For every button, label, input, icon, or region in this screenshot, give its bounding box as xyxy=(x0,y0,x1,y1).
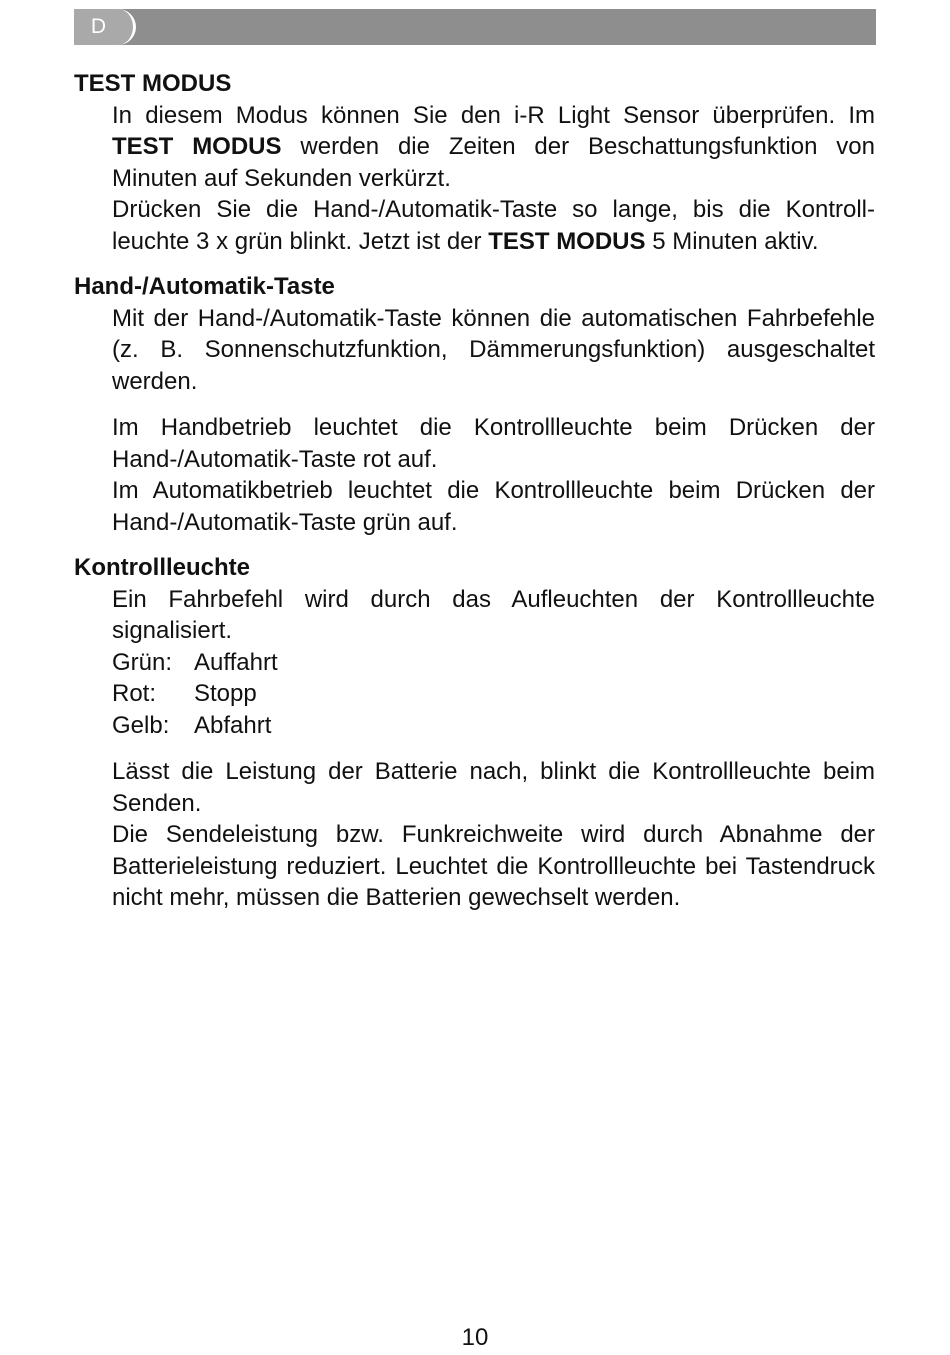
page-number: 10 xyxy=(461,1324,489,1351)
color-meaning: Auffahrt xyxy=(194,648,278,676)
header-bar xyxy=(74,9,876,45)
paragraph: Mit der Hand-/Automatik-Taste können die automatischen Fahrbefehle (z. B. Sonnenschutzfunktion, Dämmerungsfunktion) ausgeschaltet werden. xyxy=(112,304,875,395)
paragraph-text: 5 Minuten aktiv. xyxy=(645,227,819,255)
paragraph: Im Handbetrieb leuchtet die Kontrollleuchte beim Drücken der Hand-/Automatik-Taste rot auf. xyxy=(112,414,875,473)
bold-term: TEST MODUS xyxy=(112,133,282,160)
list-item xyxy=(112,647,875,679)
language-tab: D xyxy=(74,9,136,45)
section-hand-automatik-taste xyxy=(74,271,875,538)
section-title: Hand-/Automatik-Taste xyxy=(74,273,335,300)
section-title: Kontrollleuchte xyxy=(74,554,251,581)
paragraph-text: Drücken Sie die Hand-/Automatik-Taste so lange, bis die Kontroll-leuchte 3 x grün blinkt. Jetzt ist der xyxy=(112,196,875,255)
paragraph: Die Sendeleistung bzw. Funkreichweite wird durch Abnahme der Batterieleistung reduziert. Leuchtet die Kontrollleuchte bei Tastendruck nicht mehr, müssen die Batterien gewechselt werden. xyxy=(112,821,875,911)
bold-term: TEST MODUS xyxy=(488,227,646,255)
paragraph: Lässt die Leistung der Batterie nach, blinkt die Kontrollleuchte beim Senden. xyxy=(112,758,875,817)
paragraph: Ein Fahrbefehl wird durch das Aufleuchten der Kontrollleuchte signalisiert. xyxy=(112,585,875,644)
paragraph xyxy=(112,100,875,195)
color-key: Grün: xyxy=(112,648,173,676)
paragraph-text: In diesem Modus können Sie den i-R Light Sensor überprüfen. Im xyxy=(112,101,875,129)
paragraph-text: werden die Zeiten der Beschattungsfunktion von Minuten auf Sekunden verkürzt. xyxy=(112,133,875,192)
paragraph xyxy=(112,194,875,257)
color-meaning: Abfahrt xyxy=(194,711,272,739)
list-item xyxy=(112,710,875,742)
section-kontrollleuchte xyxy=(74,552,875,914)
paragraph: Im Automatikbetrieb leuchtet die Kontrollleuchte beim Drücken der Hand-/Automatik-Taste grün auf. xyxy=(112,477,875,536)
page-content xyxy=(74,68,875,914)
section-title: TEST MODUS xyxy=(74,70,232,97)
list-item xyxy=(112,678,875,710)
color-legend xyxy=(112,647,875,742)
color-key: Gelb: xyxy=(112,711,170,739)
color-key: Rot: xyxy=(112,680,157,707)
color-meaning: Stopp xyxy=(194,680,257,707)
section-test-modus xyxy=(74,68,875,257)
